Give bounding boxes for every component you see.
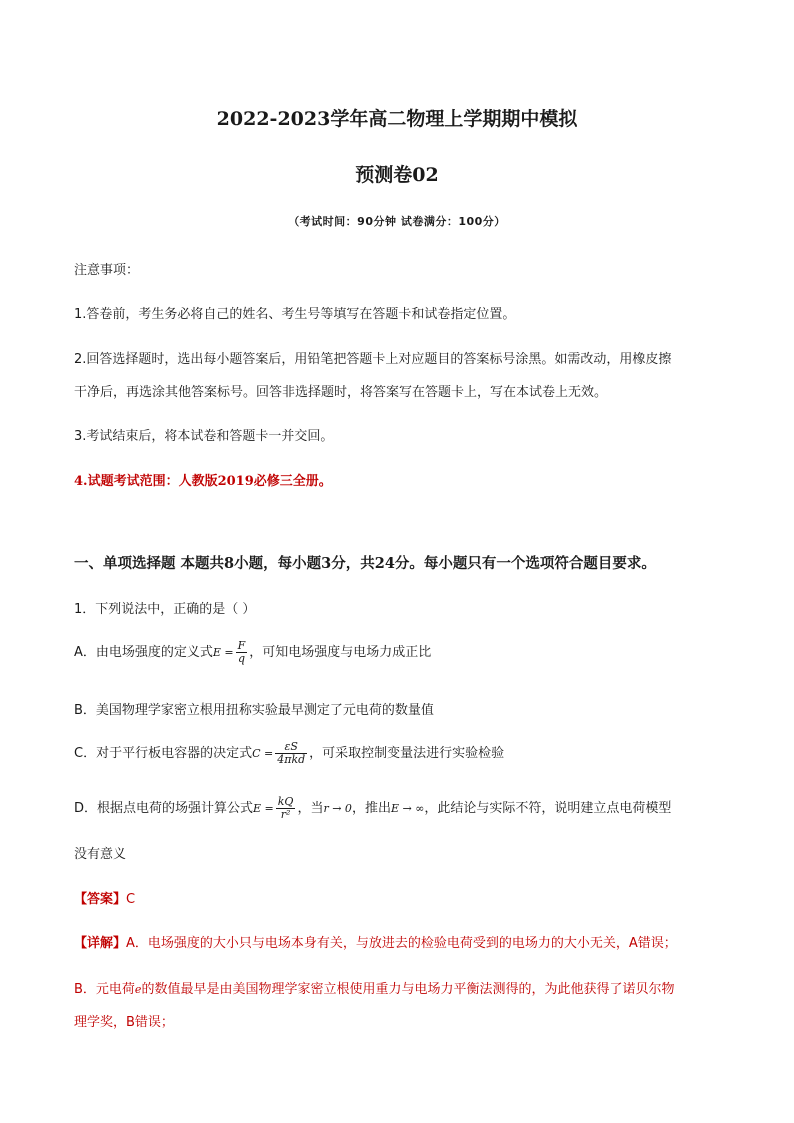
option-a-fraction: [236, 640, 248, 665]
option-a-text: A．由电场强度的定义式: [74, 645, 213, 660]
option-d-tail: ，此结论与实际不符，说明建立点电荷模型: [424, 801, 672, 816]
option-c-text: C．对于平行板电容器的决定式: [74, 746, 253, 761]
detail-text-b-post: 的数值最早是由美国物理学家密立根使用重力与电场力平衡法测得的，为此他获得了诺贝尔物: [141, 982, 675, 997]
detail-text-b-pre: B．元电荷: [74, 982, 135, 997]
detail-var-e: e: [134, 983, 142, 996]
option-b: B．美国物理学家密立根用扭称实验最早测定了元电荷的数量值: [74, 703, 434, 718]
option-a-numerator: F: [237, 639, 246, 652]
notes-item-4: 4.试题考试范围：人教版2019必修三全册。: [74, 474, 332, 489]
notes-item-2-line1: 2.回答选择题时，选出每小题答案后，用铅笔把答题卡上对应题目的答案标号涂黑。如需改动，用橡皮擦: [74, 352, 672, 367]
section-heading: 一、单项选择题 本题共8小题，每小题3分，共24分。每小题只有一个选项符合题目要求。: [74, 555, 656, 572]
option-d-denominator: r²: [280, 808, 291, 821]
detail-label: 【详解】: [74, 936, 127, 951]
option-a: [74, 640, 431, 665]
title-line1: 2022-2023学年高二物理上学期期中模拟: [216, 108, 578, 130]
option-d-mid1: ，当: [297, 801, 324, 816]
answer-label: 【答案】: [74, 892, 127, 907]
option-d-numerator: kQ: [277, 795, 294, 808]
option-a-tail: ，可知电场强度与电场力成正比: [249, 645, 432, 660]
option-d-limit1: r → 0: [323, 802, 352, 815]
option-d-limit2: E → ∞: [390, 802, 425, 815]
option-c: [74, 741, 504, 766]
option-c-denominator: 4πkd: [277, 753, 306, 766]
option-d-formula-lhs: E =: [253, 802, 274, 815]
option-c-fraction: [275, 741, 307, 766]
option-d-fraction: [276, 796, 296, 821]
detail-line3: 理学奖，B错误；: [74, 1015, 174, 1030]
detail-line1: [74, 932, 677, 951]
option-a-denominator: q: [237, 652, 245, 665]
detail-text-a: A．电场强度的大小只与电场本身有关，与放进去的检验电荷受到的电场力的大小无关，A错误；: [126, 936, 677, 951]
option-d-text: D．根据点电荷的场强计算公式: [74, 801, 254, 816]
option-a-formula-lhs: E =: [212, 646, 234, 659]
detail-line2: [74, 978, 674, 997]
notes-item-3: 3.考试结束后，将本试卷和答题卡一并交回。: [74, 429, 334, 444]
answer-line: [74, 888, 135, 907]
option-c-tail: ，可采取控制变量法进行实验检验: [309, 746, 505, 761]
question-stem: 1．下列说法中，正确的是（ ）: [74, 602, 256, 617]
option-d-line2: 没有意义: [74, 847, 127, 862]
notes-heading: 注意事项：: [74, 263, 140, 278]
option-c-numerator: εS: [275, 741, 307, 754]
answer-value: C: [126, 892, 136, 907]
option-c-formula-lhs: C =: [252, 747, 274, 760]
notes-item-2-line2: 干净后，再选涂其他答案标号。回答非选择题时，将答案写在答题卡上，写在本试卷上无效。: [74, 385, 608, 400]
exam-info: （考试时间：90分钟 试卷满分：100分）: [288, 215, 506, 228]
option-d-mid2: ，推出: [351, 801, 391, 816]
title-line2: 预测卷02: [355, 164, 439, 186]
notes-item-1: 1.答卷前，考生务必将自己的姓名、考生号等填写在答题卡和试卷指定位置。: [74, 307, 516, 322]
option-d: [74, 796, 671, 821]
